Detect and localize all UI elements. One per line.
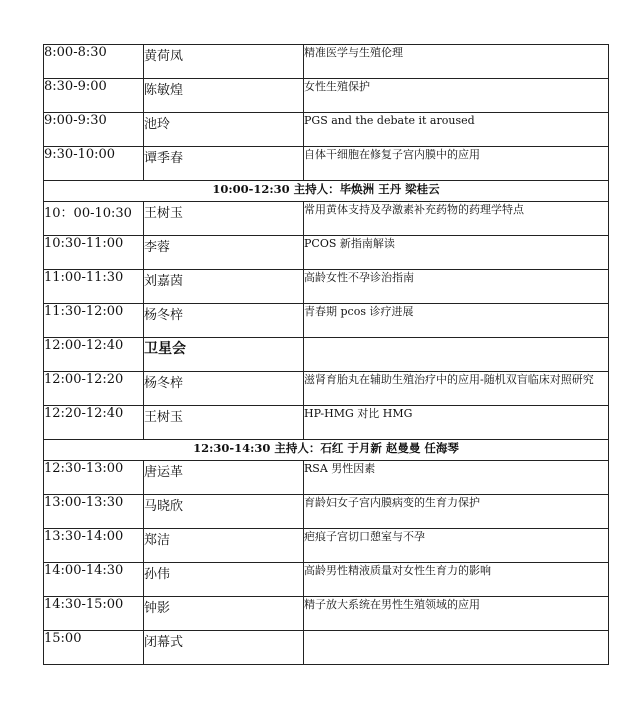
table-row xyxy=(44,461,609,495)
table-row xyxy=(44,406,609,440)
speaker-cell: 谭季春 xyxy=(144,147,304,181)
table-row xyxy=(44,236,609,270)
time-cell: 11:30-12:00 xyxy=(44,304,144,338)
speaker-cell: 唐运革 xyxy=(144,461,304,495)
topic-cell: HP-HMG 对比 HMG xyxy=(304,406,609,440)
table-row xyxy=(44,563,609,597)
time-cell: 15:00 xyxy=(44,631,144,665)
speaker-cell: 陈敏煌 xyxy=(144,79,304,113)
schedule-table xyxy=(43,44,609,665)
speaker-cell: 刘嘉茵 xyxy=(144,270,304,304)
topic-cell: 女性生殖保护 xyxy=(304,79,609,113)
topic-cell: 高龄女性不孕诊治指南 xyxy=(304,270,609,304)
speaker-cell: 黄荷凤 xyxy=(144,45,304,79)
time-cell: 13:00-13:30 xyxy=(44,495,144,529)
table-row xyxy=(44,202,609,236)
table-row xyxy=(44,304,609,338)
topic-cell: 精准医学与生殖伦理 xyxy=(304,45,609,79)
topic-cell: 疤痕子宫切口憩室与不孕 xyxy=(304,529,609,563)
table-row xyxy=(44,147,609,181)
topic-cell: RSA 男性因素 xyxy=(304,461,609,495)
table-row xyxy=(44,45,609,79)
topic-cell: 滋肾育胎丸在辅助生殖治疗中的应用-随机双盲临床对照研究 xyxy=(304,372,609,406)
time-cell: 10：00-10:30 xyxy=(44,202,144,236)
time-cell: 12:20-12:40 xyxy=(44,406,144,440)
topic-cell: 常用黄体支持及孕激素补充药物的药理学特点 xyxy=(304,202,609,236)
topic-cell: 精子放大系统在男性生殖领域的应用 xyxy=(304,597,609,631)
topic-cell: PCOS 新指南解读 xyxy=(304,236,609,270)
time-cell: 10:30-11:00 xyxy=(44,236,144,270)
time-cell: 14:00-14:30 xyxy=(44,563,144,597)
table-row xyxy=(44,338,609,372)
speaker-cell: 李蓉 xyxy=(144,236,304,270)
table-row xyxy=(44,495,609,529)
speaker-cell: 郑洁 xyxy=(144,529,304,563)
topic-cell: 高龄男性精液质量对女性生育力的影响 xyxy=(304,563,609,597)
topic-cell: 自体干细胞在修复子宫内膜中的应用 xyxy=(304,147,609,181)
speaker-cell: 池玲 xyxy=(144,113,304,147)
speaker-cell: 闭幕式 xyxy=(144,631,304,665)
table-row xyxy=(44,79,609,113)
time-cell: 12:30-13:00 xyxy=(44,461,144,495)
time-cell: 8:00-8:30 xyxy=(44,45,144,79)
time-cell: 9:30-10:00 xyxy=(44,147,144,181)
table-row xyxy=(44,597,609,631)
time-cell: 11:00-11:30 xyxy=(44,270,144,304)
time-cell: 12:00-12:40 xyxy=(44,338,144,372)
table-row xyxy=(44,270,609,304)
speaker-cell: 王树玉 xyxy=(144,202,304,236)
section-header: 12:30-14:30 主持人：石红 于月新 赵曼曼 任海琴 xyxy=(44,440,609,461)
table-row xyxy=(44,631,609,665)
time-cell: 13:30-14:00 xyxy=(44,529,144,563)
section-header-row xyxy=(44,181,609,202)
topic-cell xyxy=(304,338,609,372)
table-row xyxy=(44,113,609,147)
topic-cell: PGS and the debate it aroused xyxy=(304,113,609,147)
speaker-cell: 杨冬梓 xyxy=(144,372,304,406)
speaker-cell: 孙伟 xyxy=(144,563,304,597)
speaker-cell: 杨冬梓 xyxy=(144,304,304,338)
topic-cell xyxy=(304,631,609,665)
time-cell: 8:30-9:00 xyxy=(44,79,144,113)
speaker-cell: 王树玉 xyxy=(144,406,304,440)
speaker-cell: 卫星会 xyxy=(144,338,304,372)
speaker-cell: 钟影 xyxy=(144,597,304,631)
topic-cell: 育龄妇女子宫内膜病变的生育力保护 xyxy=(304,495,609,529)
speaker-cell: 马晓欣 xyxy=(144,495,304,529)
table-row xyxy=(44,372,609,406)
section-header-row xyxy=(44,440,609,461)
table-row xyxy=(44,529,609,563)
time-cell: 9:00-9:30 xyxy=(44,113,144,147)
topic-cell: 青春期 pcos 诊疗进展 xyxy=(304,304,609,338)
section-header: 10:00-12:30 主持人：毕焕洲 王丹 梁桂云 xyxy=(44,181,609,202)
time-cell: 12:00-12:20 xyxy=(44,372,144,406)
time-cell: 14:30-15:00 xyxy=(44,597,144,631)
